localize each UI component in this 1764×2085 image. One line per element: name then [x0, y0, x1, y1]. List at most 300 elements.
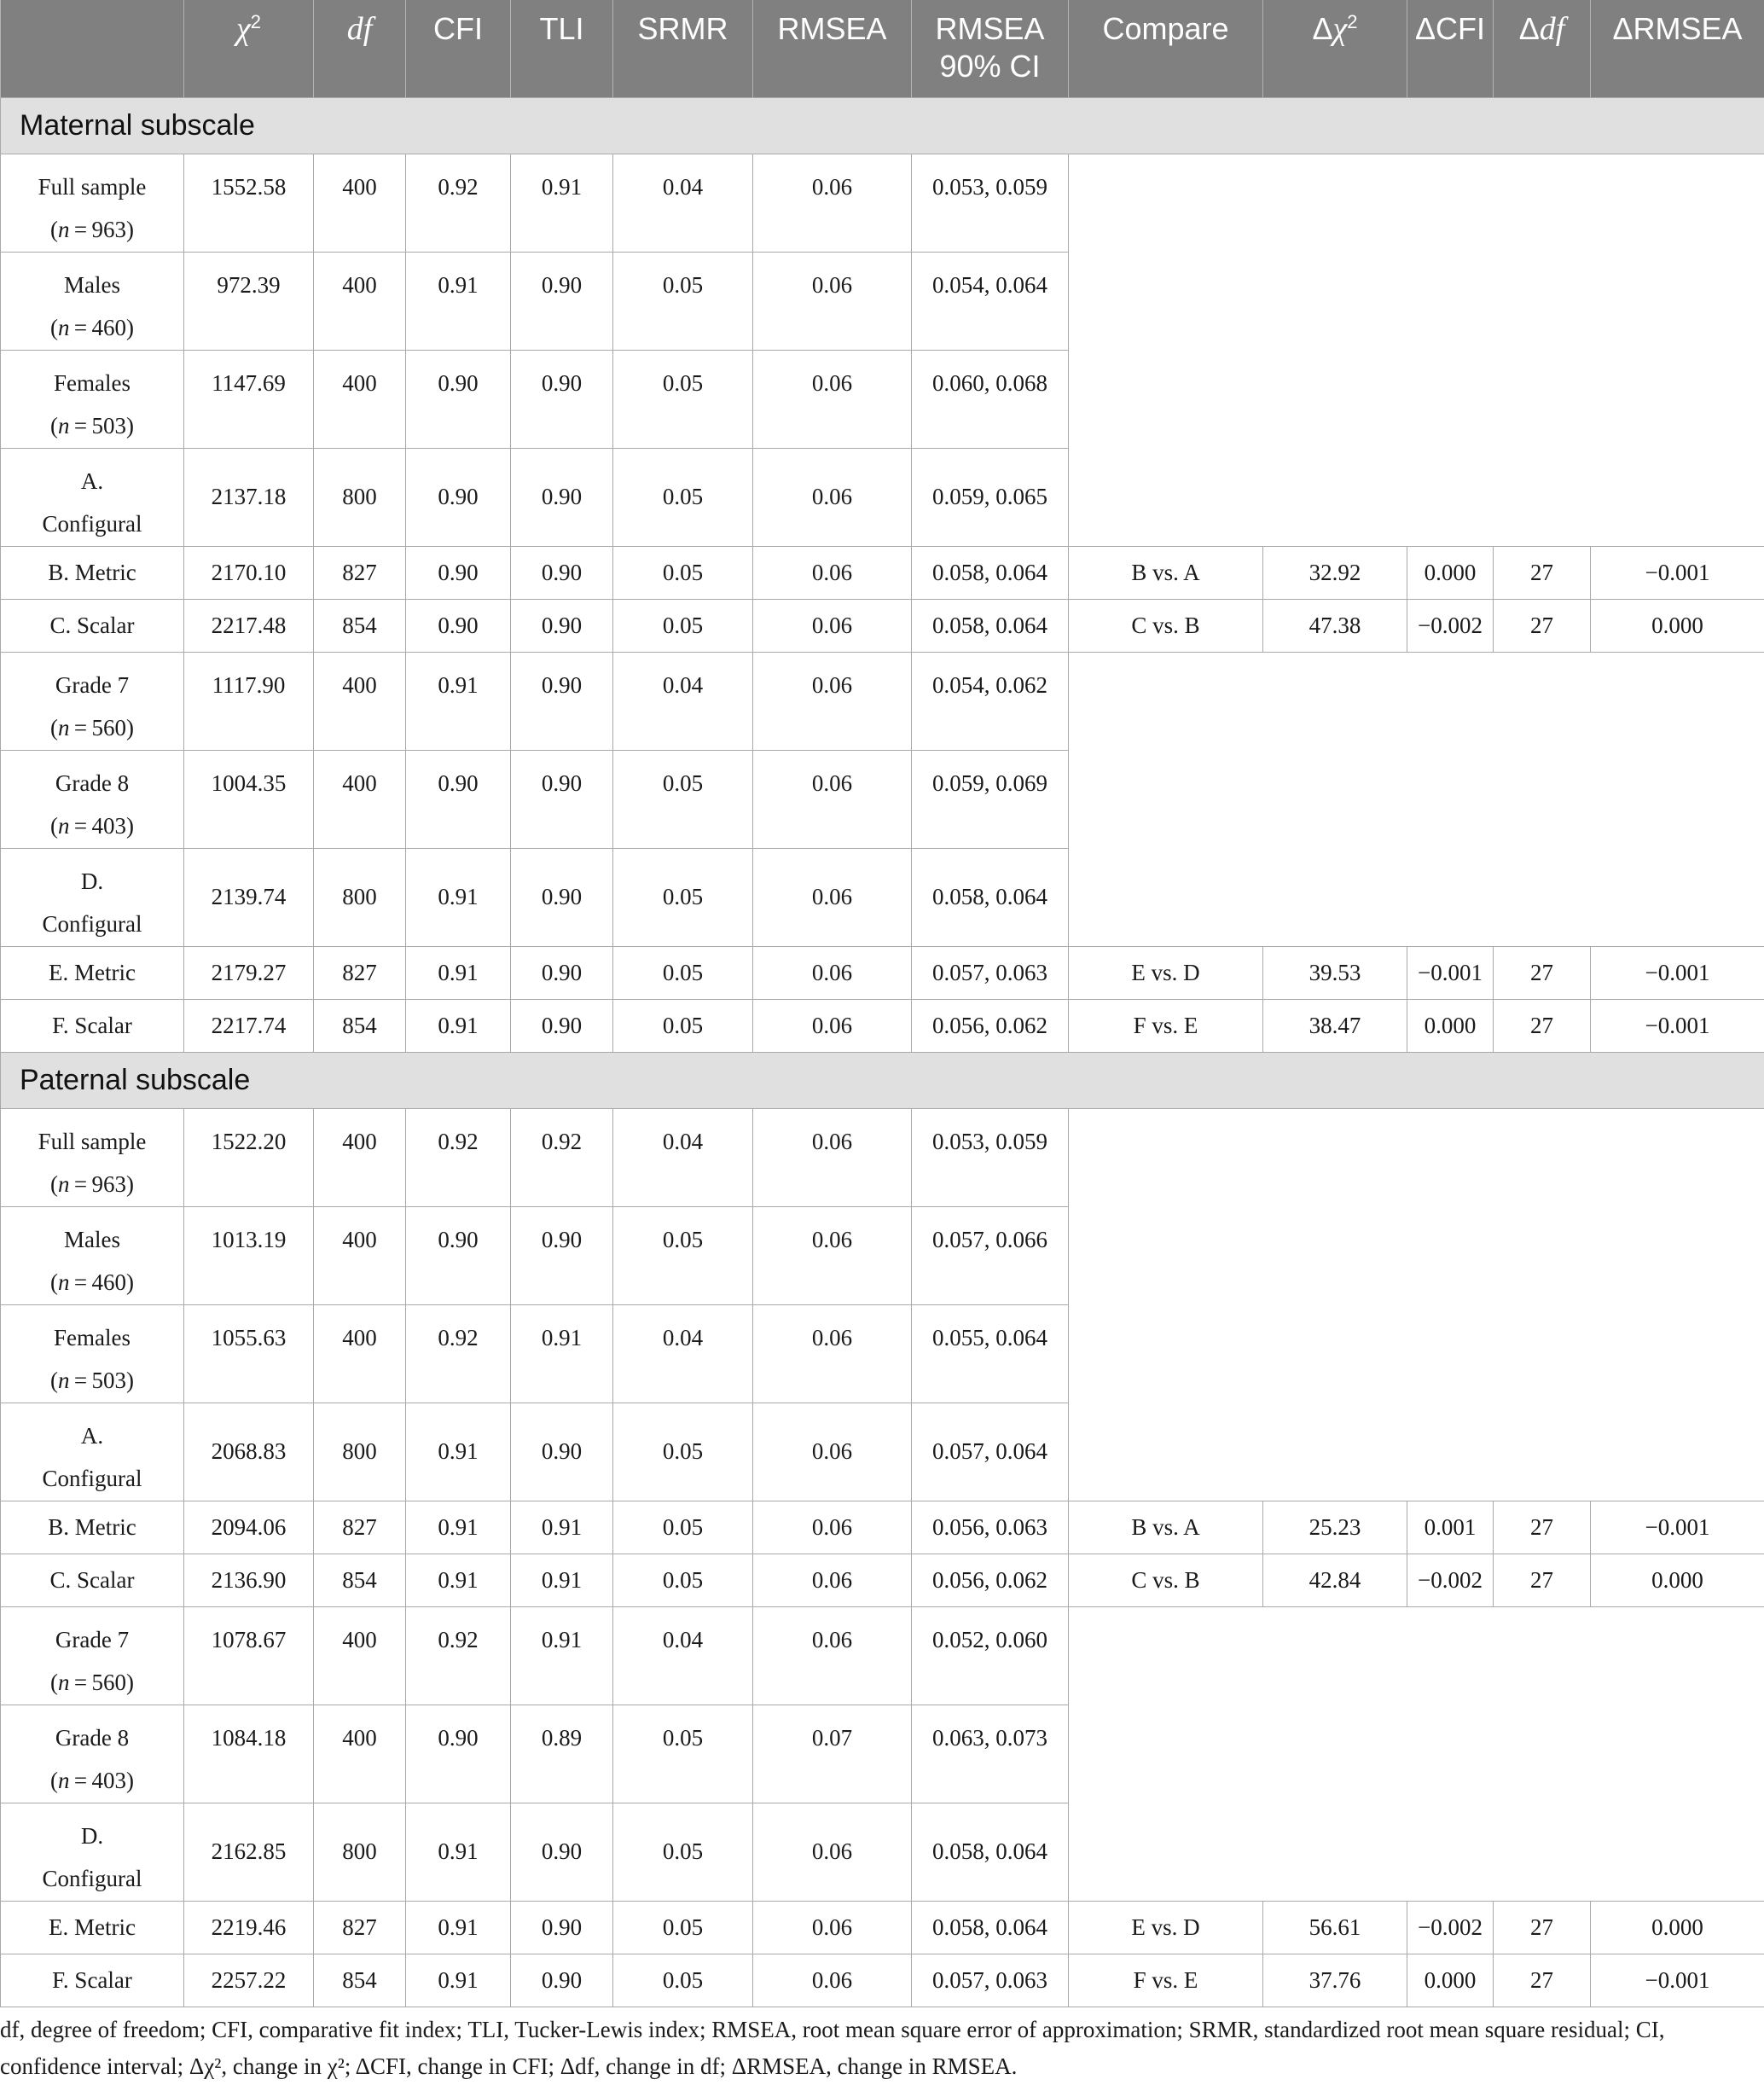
- sample-size: 560: [92, 1670, 127, 1695]
- rmsea-ci-cell: 0.057, 0.063: [912, 946, 1069, 999]
- cfi-cell: 0.91: [406, 1403, 511, 1501]
- row-label-text: Full sample: [38, 1129, 147, 1154]
- row-label: [1, 1554, 184, 1606]
- delta-df-cell: 27: [1494, 599, 1591, 652]
- rmsea-ci-cell: 0.052, 0.060: [912, 1606, 1069, 1705]
- empty-comparison-cell: [1069, 848, 1764, 946]
- rmsea-cell: 0.06: [753, 1554, 912, 1606]
- srmr-cell: 0.05: [613, 1954, 753, 2007]
- tli-cell: 0.91: [511, 154, 613, 252]
- empty-comparison-cell: [1069, 1304, 1764, 1403]
- srmr-cell: 0.05: [613, 350, 753, 448]
- cfi-cell: 0.91: [406, 1803, 511, 1901]
- row-label: [1, 448, 184, 546]
- table-row: [1, 350, 1764, 448]
- delta-df-cell: 27: [1494, 546, 1591, 599]
- table-row: [1, 946, 1764, 999]
- table-row: [1, 546, 1764, 599]
- rmsea-ci-cell: 0.060, 0.068: [912, 350, 1069, 448]
- row-label-text: Grade 8: [55, 770, 129, 796]
- delta-df-cell: 27: [1494, 1501, 1591, 1554]
- chi2-cell: 1147.69: [184, 350, 314, 448]
- df-cell: 400: [314, 1206, 406, 1304]
- delta-df-cell: 27: [1494, 946, 1591, 999]
- rmsea-cell: 0.06: [753, 848, 912, 946]
- chi2-cell: 2094.06: [184, 1501, 314, 1554]
- header-delta-cfi: ΔCFI: [1407, 0, 1494, 97]
- delta-df-cell: 27: [1494, 1901, 1591, 1954]
- cfi-cell: 0.90: [406, 350, 511, 448]
- rmsea-ci-cell: 0.058, 0.064: [912, 599, 1069, 652]
- delta-cfi-cell: 0.000: [1407, 1954, 1494, 2007]
- delta-chi2-cell: 25.23: [1263, 1501, 1407, 1554]
- delta-chi2-cell: 32.92: [1263, 546, 1407, 599]
- rmsea-cell: 0.06: [753, 1901, 912, 1954]
- chi2-cell: 2179.27: [184, 946, 314, 999]
- row-label: [1, 848, 184, 946]
- row-label-text: E. Metric: [49, 960, 136, 985]
- rmsea-ci-cell: 0.058, 0.064: [912, 1803, 1069, 1901]
- delta-rmsea-cell: −0.001: [1591, 1954, 1764, 2007]
- rmsea-ci-cell: 0.053, 0.059: [912, 154, 1069, 252]
- row-label: Females (n = 503): [1, 350, 184, 448]
- header-label: [1, 0, 184, 97]
- delta-df-cell: 27: [1494, 1554, 1591, 1606]
- delta-cfi-cell: 0.001: [1407, 1501, 1494, 1554]
- cfi-cell: 0.92: [406, 1304, 511, 1403]
- chi2-cell: 2219.46: [184, 1901, 314, 1954]
- df-cell: 800: [314, 448, 406, 546]
- chi2-cell: 1117.90: [184, 652, 314, 750]
- rmsea-ci-cell: 0.053, 0.059: [912, 1108, 1069, 1206]
- chi2-cell: 1055.63: [184, 1304, 314, 1403]
- empty-comparison-cell: [1069, 350, 1764, 448]
- tli-cell: 0.90: [511, 750, 613, 848]
- row-label-text: C. Scalar: [50, 613, 135, 638]
- chi2-cell: 972.39: [184, 252, 314, 350]
- chi2-cell: 2068.83: [184, 1403, 314, 1501]
- delta-chi2-cell: 56.61: [1263, 1901, 1407, 1954]
- chi2-cell: 1004.35: [184, 750, 314, 848]
- row-label-text: Grade 7: [55, 1627, 129, 1652]
- rmsea-ci-cell: 0.059, 0.069: [912, 750, 1069, 848]
- df-cell: 827: [314, 1901, 406, 1954]
- tli-cell: 0.90: [511, 1954, 613, 2007]
- row-label-text: C. Scalar: [50, 1567, 135, 1593]
- rmsea-cell: 0.06: [753, 252, 912, 350]
- row-label: [1, 1954, 184, 2007]
- rmsea-cell: 0.06: [753, 1954, 912, 2007]
- rmsea-cell: 0.06: [753, 1206, 912, 1304]
- df-cell: 400: [314, 252, 406, 350]
- table-body: [1, 97, 1764, 2007]
- table-row: [1, 1606, 1764, 1705]
- rmsea-ci-cell: 0.057, 0.064: [912, 1403, 1069, 1501]
- df-cell: 800: [314, 848, 406, 946]
- table-row: [1, 252, 1764, 350]
- table-row: [1, 1901, 1764, 1954]
- cfi-cell: 0.91: [406, 946, 511, 999]
- table-row: [1, 1108, 1764, 1206]
- tli-cell: 0.91: [511, 1501, 613, 1554]
- srmr-cell: 0.05: [613, 946, 753, 999]
- df-cell: 854: [314, 999, 406, 1052]
- empty-comparison-cell: [1069, 252, 1764, 350]
- cfi-cell: 0.91: [406, 1554, 511, 1606]
- df-cell: 854: [314, 1554, 406, 1606]
- cfi-cell: 0.90: [406, 1705, 511, 1803]
- table-footnote: df, degree of freedom; CFI, comparative fit index; TLI, Tucker-Lewis index; RMSEA, root mean square error of approximation; SRMR, standardized root mean square residual; CI, confidence interval; Δχ², change in χ²; ΔCFI, change in CFI; Δdf, change in df; ΔRMSEA, change in RMSEA.: [0, 2012, 1757, 2085]
- header-tli: TLI: [511, 0, 613, 97]
- row-label-text: D.: [81, 1823, 103, 1849]
- cfi-cell: 0.90: [406, 546, 511, 599]
- cfi-cell: 0.92: [406, 1108, 511, 1206]
- chi2-cell: 2139.74: [184, 848, 314, 946]
- rmsea-cell: 0.06: [753, 350, 912, 448]
- delta-df-cell: 27: [1494, 1954, 1591, 2007]
- row-label: Grade 7 (n = 560): [1, 1606, 184, 1705]
- tli-cell: 0.90: [511, 652, 613, 750]
- sample-size: 403: [92, 1768, 127, 1793]
- delta-chi2-cell: 42.84: [1263, 1554, 1407, 1606]
- tli-cell: 0.90: [511, 599, 613, 652]
- df-cell: 854: [314, 1954, 406, 2007]
- chi2-cell: 2136.90: [184, 1554, 314, 1606]
- compare-cell: E vs. D: [1069, 1901, 1263, 1954]
- tli-cell: 0.90: [511, 1803, 613, 1901]
- compare-cell: C vs. B: [1069, 1554, 1263, 1606]
- srmr-cell: 0.05: [613, 448, 753, 546]
- section-row: [1, 1052, 1764, 1108]
- empty-comparison-cell: [1069, 1403, 1764, 1501]
- tli-cell: 0.91: [511, 1554, 613, 1606]
- header-delta-rmsea: ΔRMSEA: [1591, 0, 1764, 97]
- empty-comparison-cell: [1069, 1108, 1764, 1206]
- tli-cell: 0.91: [511, 1304, 613, 1403]
- table-row: [1, 848, 1764, 946]
- chi2-cell: 1552.58: [184, 154, 314, 252]
- df-cell: 400: [314, 154, 406, 252]
- row-label-text: Males: [64, 1227, 120, 1252]
- rmsea-cell: 0.06: [753, 1606, 912, 1705]
- header-rmsea-ci: RMSEA 90% CI: [912, 0, 1069, 97]
- rmsea-cell: 0.06: [753, 546, 912, 599]
- row-label: Full sample (n = 963): [1, 1108, 184, 1206]
- rmsea-ci-cell: 0.057, 0.063: [912, 1954, 1069, 2007]
- rmsea-cell: 0.06: [753, 154, 912, 252]
- header-delta-chi2: $\Delta\chi^2$: [1263, 0, 1407, 97]
- srmr-cell: 0.05: [613, 1803, 753, 1901]
- cfi-cell: 0.90: [406, 448, 511, 546]
- sample-size: 403: [92, 813, 127, 839]
- table-row: [1, 1803, 1764, 1901]
- table-row: [1, 1403, 1764, 1501]
- tli-cell: 0.90: [511, 1901, 613, 1954]
- sample-size: 963: [92, 217, 127, 242]
- rmsea-ci-cell: 0.056, 0.062: [912, 1554, 1069, 1606]
- cfi-cell: 0.91: [406, 652, 511, 750]
- row-label: [1, 546, 184, 599]
- row-label-text-2: Configural: [43, 911, 142, 937]
- rmsea-ci-cell: 0.055, 0.064: [912, 1304, 1069, 1403]
- compare-cell: B vs. A: [1069, 1501, 1263, 1554]
- sample-size: 560: [92, 715, 127, 740]
- sample-size: 460: [92, 315, 127, 340]
- df-cell: 800: [314, 1403, 406, 1501]
- delta-rmsea-cell: −0.001: [1591, 999, 1764, 1052]
- srmr-cell: 0.04: [613, 1304, 753, 1403]
- sample-size: 963: [92, 1171, 127, 1197]
- df-cell: 827: [314, 946, 406, 999]
- cfi-cell: 0.91: [406, 848, 511, 946]
- row-label-text: Males: [64, 272, 120, 298]
- table-row: [1, 1954, 1764, 2007]
- sample-size: 503: [92, 413, 127, 438]
- srmr-cell: 0.04: [613, 1108, 753, 1206]
- row-label: Grade 8 (n = 403): [1, 750, 184, 848]
- delta-rmsea-cell: 0.000: [1591, 599, 1764, 652]
- delta-cfi-cell: −0.002: [1407, 599, 1494, 652]
- df-cell: 827: [314, 546, 406, 599]
- srmr-cell: 0.04: [613, 1606, 753, 1705]
- header-cfi: CFI: [406, 0, 511, 97]
- rmsea-cell: 0.06: [753, 1108, 912, 1206]
- compare-cell: F vs. E: [1069, 1954, 1263, 2007]
- empty-comparison-cell: [1069, 1206, 1764, 1304]
- table-header: [1, 0, 1764, 97]
- rmsea-cell: 0.06: [753, 652, 912, 750]
- chi2-cell: 1522.20: [184, 1108, 314, 1206]
- tli-cell: 0.90: [511, 448, 613, 546]
- row-label-text: D.: [81, 868, 103, 894]
- chi2-cell: 2257.22: [184, 1954, 314, 2007]
- header-chi2: $\chi^2$: [184, 0, 314, 97]
- delta-rmsea-cell: −0.001: [1591, 1501, 1764, 1554]
- rmsea-ci-cell: 0.058, 0.064: [912, 1901, 1069, 1954]
- header-df: df: [314, 0, 406, 97]
- rmsea-ci-cell: 0.056, 0.062: [912, 999, 1069, 1052]
- df-cell: 800: [314, 1803, 406, 1901]
- header-rmsea: RMSEA: [753, 0, 912, 97]
- cfi-cell: 0.90: [406, 599, 511, 652]
- row-label-text-2: Configural: [43, 1866, 142, 1891]
- delta-cfi-cell: −0.002: [1407, 1554, 1494, 1606]
- compare-cell: F vs. E: [1069, 999, 1263, 1052]
- empty-comparison-cell: [1069, 1705, 1764, 1803]
- delta-rmsea-cell: −0.001: [1591, 546, 1764, 599]
- row-label-text: A.: [81, 1423, 103, 1449]
- srmr-cell: 0.04: [613, 652, 753, 750]
- row-label-text: Full sample: [38, 174, 147, 200]
- delta-chi2-cell: 47.38: [1263, 599, 1407, 652]
- table-row: [1, 999, 1764, 1052]
- delta-cfi-cell: −0.001: [1407, 946, 1494, 999]
- chi2-cell: 2217.74: [184, 999, 314, 1052]
- rmsea-ci-cell: 0.054, 0.064: [912, 252, 1069, 350]
- chi2-cell: 1078.67: [184, 1606, 314, 1705]
- rmsea-ci-cell: 0.063, 0.073: [912, 1705, 1069, 1803]
- row-label: [1, 1501, 184, 1554]
- delta-rmsea-cell: −0.001: [1591, 946, 1764, 999]
- rmsea-ci-cell: 0.058, 0.064: [912, 848, 1069, 946]
- row-label: Males (n = 460): [1, 252, 184, 350]
- rmsea-cell: 0.06: [753, 1304, 912, 1403]
- section-title: Maternal subscale: [1, 97, 1764, 154]
- tli-cell: 0.90: [511, 252, 613, 350]
- empty-comparison-cell: [1069, 652, 1764, 750]
- header-srmr: SRMR: [613, 0, 753, 97]
- tli-cell: 0.90: [511, 546, 613, 599]
- empty-comparison-cell: [1069, 750, 1764, 848]
- rmsea-cell: 0.06: [753, 999, 912, 1052]
- row-label: [1, 1403, 184, 1501]
- srmr-cell: 0.05: [613, 1206, 753, 1304]
- tli-cell: 0.90: [511, 848, 613, 946]
- header-delta-df: Δdf: [1494, 0, 1591, 97]
- sample-size: 460: [92, 1269, 127, 1295]
- row-label-text: E. Metric: [49, 1914, 136, 1940]
- row-label-text: B. Metric: [48, 560, 136, 585]
- df-cell: 400: [314, 350, 406, 448]
- cfi-cell: 0.90: [406, 750, 511, 848]
- df-cell: 400: [314, 750, 406, 848]
- row-label: [1, 1901, 184, 1954]
- row-label-text: Grade 7: [55, 672, 129, 698]
- row-label-text: B. Metric: [48, 1514, 136, 1540]
- rmsea-cell: 0.06: [753, 448, 912, 546]
- srmr-cell: 0.05: [613, 999, 753, 1052]
- delta-cfi-cell: −0.002: [1407, 1901, 1494, 1954]
- delta-cfi-cell: 0.000: [1407, 999, 1494, 1052]
- srmr-cell: 0.05: [613, 1901, 753, 1954]
- compare-cell: E vs. D: [1069, 946, 1263, 999]
- srmr-cell: 0.05: [613, 252, 753, 350]
- table-row: [1, 1554, 1764, 1606]
- tli-cell: 0.90: [511, 1206, 613, 1304]
- cfi-cell: 0.92: [406, 1606, 511, 1705]
- delta-chi2-cell: 37.76: [1263, 1954, 1407, 2007]
- row-label: [1, 999, 184, 1052]
- tli-cell: 0.90: [511, 946, 613, 999]
- srmr-cell: 0.05: [613, 1705, 753, 1803]
- row-label: [1, 599, 184, 652]
- row-label-text-2: Configural: [43, 1466, 142, 1491]
- srmr-cell: 0.04: [613, 154, 753, 252]
- table-row: [1, 1705, 1764, 1803]
- compare-cell: C vs. B: [1069, 599, 1263, 652]
- cfi-cell: 0.90: [406, 1206, 511, 1304]
- df-cell: 400: [314, 652, 406, 750]
- row-label: Full sample (n = 963): [1, 154, 184, 252]
- rmsea-ci-cell: 0.056, 0.063: [912, 1501, 1069, 1554]
- header-compare: Compare: [1069, 0, 1263, 97]
- row-label-text-2: Configural: [43, 511, 142, 537]
- table-row: [1, 750, 1764, 848]
- df-cell: 400: [314, 1108, 406, 1206]
- table-row: [1, 448, 1764, 546]
- table-row: [1, 599, 1764, 652]
- section-row: [1, 97, 1764, 154]
- delta-rmsea-cell: 0.000: [1591, 1901, 1764, 1954]
- empty-comparison-cell: [1069, 448, 1764, 546]
- cfi-cell: 0.91: [406, 252, 511, 350]
- rmsea-ci-cell: 0.058, 0.064: [912, 546, 1069, 599]
- df-cell: 400: [314, 1705, 406, 1803]
- row-label: Females (n = 503): [1, 1304, 184, 1403]
- row-label: [1, 1803, 184, 1901]
- delta-chi2-cell: 39.53: [1263, 946, 1407, 999]
- delta-cfi-cell: 0.000: [1407, 546, 1494, 599]
- table-row: [1, 1501, 1764, 1554]
- chi2-cell: 2217.48: [184, 599, 314, 652]
- empty-comparison-cell: [1069, 1803, 1764, 1901]
- table-row: [1, 1206, 1764, 1304]
- df-cell: 827: [314, 1501, 406, 1554]
- srmr-cell: 0.05: [613, 848, 753, 946]
- row-label: [1, 946, 184, 999]
- rmsea-ci-cell: 0.054, 0.062: [912, 652, 1069, 750]
- df-cell: 854: [314, 599, 406, 652]
- chi2-cell: 1013.19: [184, 1206, 314, 1304]
- rmsea-cell: 0.06: [753, 1501, 912, 1554]
- delta-rmsea-cell: 0.000: [1591, 1554, 1764, 1606]
- df-cell: 400: [314, 1606, 406, 1705]
- rmsea-cell: 0.06: [753, 750, 912, 848]
- chi2-cell: 2170.10: [184, 546, 314, 599]
- sample-size: 503: [92, 1368, 127, 1393]
- compare-cell: B vs. A: [1069, 546, 1263, 599]
- srmr-cell: 0.05: [613, 1403, 753, 1501]
- row-label-text: F. Scalar: [52, 1013, 132, 1038]
- row-label-text: Grade 8: [55, 1725, 129, 1751]
- chi2-cell: 1084.18: [184, 1705, 314, 1803]
- row-label: Males (n = 460): [1, 1206, 184, 1304]
- empty-comparison-cell: [1069, 154, 1764, 252]
- delta-df-cell: 27: [1494, 999, 1591, 1052]
- srmr-cell: 0.05: [613, 599, 753, 652]
- cfi-cell: 0.91: [406, 1501, 511, 1554]
- rmsea-ci-cell: 0.059, 0.065: [912, 448, 1069, 546]
- cfi-cell: 0.91: [406, 1954, 511, 2007]
- chi2-cell: 2162.85: [184, 1803, 314, 1901]
- row-label-text: F. Scalar: [52, 1967, 132, 1993]
- table-row: [1, 652, 1764, 750]
- rmsea-ci-cell: 0.057, 0.066: [912, 1206, 1069, 1304]
- delta-chi2-cell: 38.47: [1263, 999, 1407, 1052]
- srmr-cell: 0.05: [613, 750, 753, 848]
- tli-cell: 0.90: [511, 999, 613, 1052]
- cfi-cell: 0.91: [406, 999, 511, 1052]
- table-row: [1, 1304, 1764, 1403]
- table-row: [1, 154, 1764, 252]
- cfi-cell: 0.92: [406, 154, 511, 252]
- srmr-cell: 0.05: [613, 1501, 753, 1554]
- tli-cell: 0.92: [511, 1108, 613, 1206]
- rmsea-cell: 0.07: [753, 1705, 912, 1803]
- cfi-cell: 0.91: [406, 1901, 511, 1954]
- empty-comparison-cell: [1069, 1606, 1764, 1705]
- tli-cell: 0.90: [511, 1403, 613, 1501]
- row-label-text: Females: [54, 1325, 131, 1350]
- row-label: Grade 7 (n = 560): [1, 652, 184, 750]
- rmsea-cell: 0.06: [753, 1403, 912, 1501]
- rmsea-cell: 0.06: [753, 946, 912, 999]
- rmsea-cell: 0.06: [753, 599, 912, 652]
- tli-cell: 0.90: [511, 350, 613, 448]
- row-label-text: Females: [54, 370, 131, 396]
- df-cell: 400: [314, 1304, 406, 1403]
- section-title: Paternal subscale: [1, 1052, 1764, 1108]
